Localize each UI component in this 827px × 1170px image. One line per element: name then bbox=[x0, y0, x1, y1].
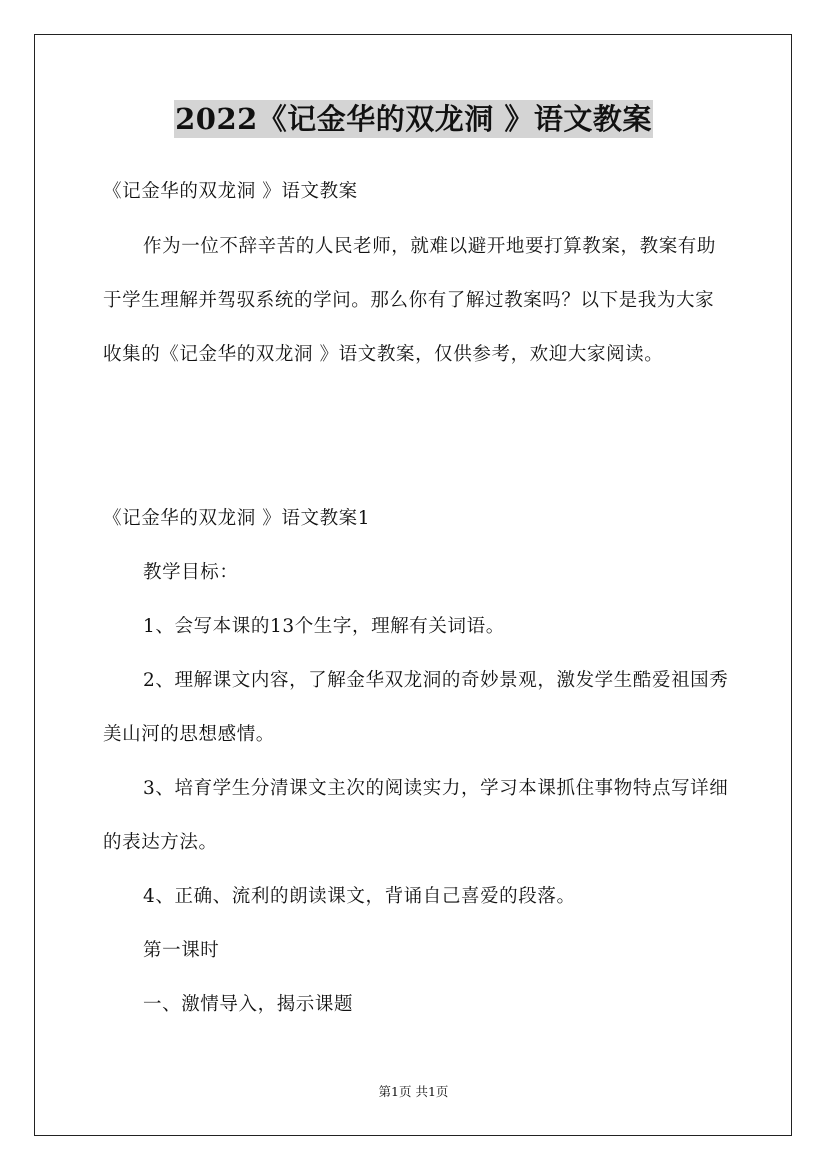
lesson-label: 第一课时 bbox=[143, 940, 220, 961]
goals-label: 教学目标： bbox=[143, 562, 239, 583]
section-heading: 《记金华的双龙洞 》语文教案1 bbox=[103, 508, 371, 529]
goal-3: 3、培育学生分清课文主次的阅读实力，学习本课抓住事物特点写详细的表达方法。 bbox=[103, 778, 729, 853]
page-footer: 第1页 共1页 bbox=[378, 1084, 449, 1099]
document-title-wrap bbox=[0, 99, 827, 139]
document-title: 2022《记金华的双龙洞 》语文教案 bbox=[175, 102, 652, 136]
goal-4: 4、正确、流利的朗读课文，背诵自己喜爱的段落。 bbox=[143, 886, 576, 907]
step-1: 一、激情导入，揭示课题 bbox=[143, 994, 354, 1015]
intro-paragraph: 作为一位不辞辛苦的人民老师，就难以避开地要打算教案，教案有助于学生理解并驾驭系统的学问。那么你有了解过教案吗？以下是我为大家收集的《记金华的双龙洞 》语文教案，仅供参考，欢迎大家阅读。 bbox=[103, 236, 717, 365]
goal-2: 2、理解课文内容，了解金华双龙洞的奇妙景观，激发学生酷爱祖国秀美山河的思想感情。 bbox=[103, 670, 729, 745]
goal-1: 1、会写本课的13个生字，理解有关词语。 bbox=[143, 616, 505, 637]
subtitle: 《记金华的双龙洞 》语文教案 bbox=[103, 181, 358, 202]
